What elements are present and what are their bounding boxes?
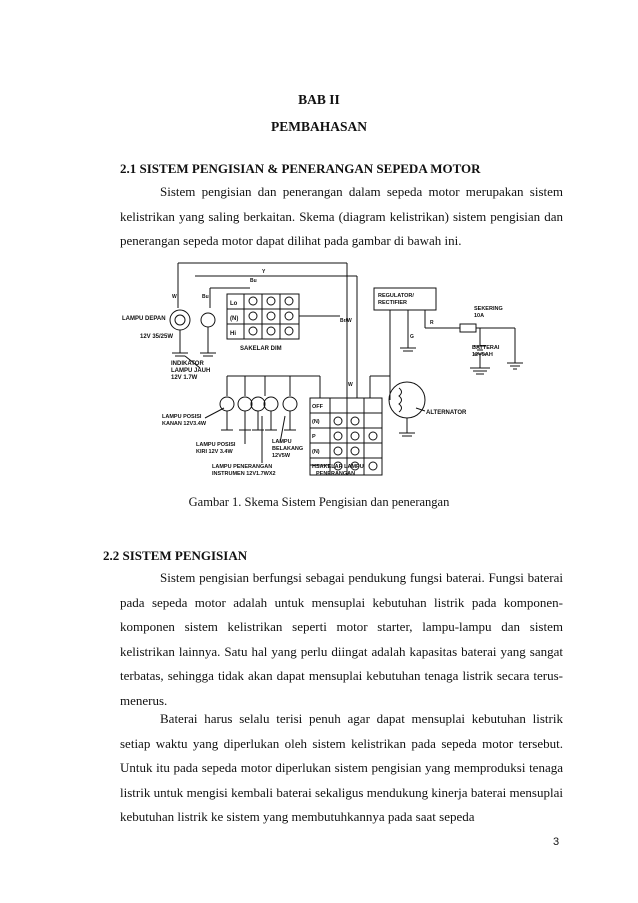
label-sw-off: OFF [312,404,323,410]
label-dim-hi: Hi [230,331,236,337]
label-sw-n2: (N) [312,449,320,455]
label-lampu-instrumen-2: INSTRUMEN 12V1.7WX2 [212,471,276,477]
label-lampu-posisi-kanan-1: LAMPU POSISI [162,414,202,420]
label-regulator-2: RECTIFIER [378,300,408,306]
label-lampu-depan: LAMPU DEPAN [122,316,166,322]
section-2-paragraph-2: Baterai harus selalu terisi penuh agar dapat mensuplai kebutuhan listrik setiap waktu yang diperlukan oleh sistem kelistrikan pada sepeda motor tersebut. Untuk itu pada sepeda motor diperlukan sistem pengisian yang memproduksi tenaga listrik untuk mengisi kembali baterai sekaligus mendukung kinerja baterai mensuplai kebutuhan listrik ke sistem yang membutuhkannya pada saat sepeda [120,711,563,825]
label-lampu-instrumen-1: LAMPU PENERANGAN [212,464,273,470]
label-sekering-2: 10A [474,313,485,319]
page-number: 3 [553,836,560,848]
label-lampu-belakang-3: 12V5W [272,453,291,459]
label-wire-bw: Br/W [340,318,352,324]
label-sw-p: P [312,434,316,440]
label-alternator: ALTERNATOR [426,410,467,416]
label-lampu-posisi-kanan-2: KANAN 12V3.4W [162,421,207,427]
label-lampu-posisi-kiri-2: KIRI 12V 3.4W [196,449,233,455]
label-sw-h: H [312,464,316,470]
label-battery-1: BATTERAI [472,345,500,351]
label-sakelar-dim: SAKELAR DIM [240,346,282,352]
label-lampu-belakang-1: LAMPU [272,439,292,445]
label-dim-lo: Lo [230,301,238,307]
label-lampu-posisi-kiri-1: LAMPU POSISI [196,442,236,448]
section-1-heading: 2.1 SISTEM PENGISIAN & PENERANGAN SEPEDA MOTOR [120,161,481,176]
label-wire-r: R [430,320,434,326]
label-indikator-1: INDIKATOR [171,361,204,367]
label-indikator-2: LAMPU JAUH [171,368,211,374]
label-lampu-belakang-2: BELAKANG [272,446,304,452]
label-wire-g: G [410,334,414,340]
chapter-title: PEMBAHASAN [270,119,367,134]
label-battery-2: 12V5AH [472,352,493,358]
label-wire-bu: Bu [250,278,257,284]
label-sakelar-lampu-2: PENERANGAN [316,471,356,477]
section-2-heading: 2.2 SISTEM PENGISIAN [103,548,248,563]
label-sw-n1: (N) [312,419,320,425]
label-wire-y: Y [262,269,266,275]
section-1-paragraph: Sistem pengisian dan penerangan dalam sepeda motor merupakan sistem kelistrikan yang saling berkaitan. Skema (diagram kelistrikan) sistem pengisian dan penerangan sepeda motor dapat dilihat pada gambar di bawah ini. [120,184,563,249]
label-sakelar-lampu-1: SAKELAR LAMPU [316,464,364,470]
label-sekering-1: SEKERING [474,306,503,312]
label-regulator-1: REGULATOR/ [378,293,414,299]
label-wire-ww: W [348,382,353,388]
chapter-bab: BAB II [298,92,340,107]
wiring-diagram [0,258,638,488]
figure-caption: Gambar 1. Skema Sistem Pengisian dan penerangan [188,495,450,509]
label-wire-bu2: Bu [202,294,209,300]
label-indikator-3: 12V 1.7W [171,375,198,381]
label-wire-w: W [172,294,177,300]
section-2-paragraph-1: Sistem pengisian berfungsi sebagai pendukung fungsi baterai. Fungsi baterai pada sepeda motor adalah untuk mensuplai kebutuhan listrik pada komponen-komponen sistem kelistrikan seperti motor starter, lampu-lampu dan sistem kelistrikan lainnya. Satu hal yang perlu diingat adalah kapasitas baterai yang sangat terbatas, sehingga tidak akan dapat mensuplai kebutuhan tenaga listrik secara terus-menerus. [120,570,563,708]
label-lampu-depan-spec: 12V 35/25W [140,334,174,340]
label-dim-n: (N) [230,316,239,322]
